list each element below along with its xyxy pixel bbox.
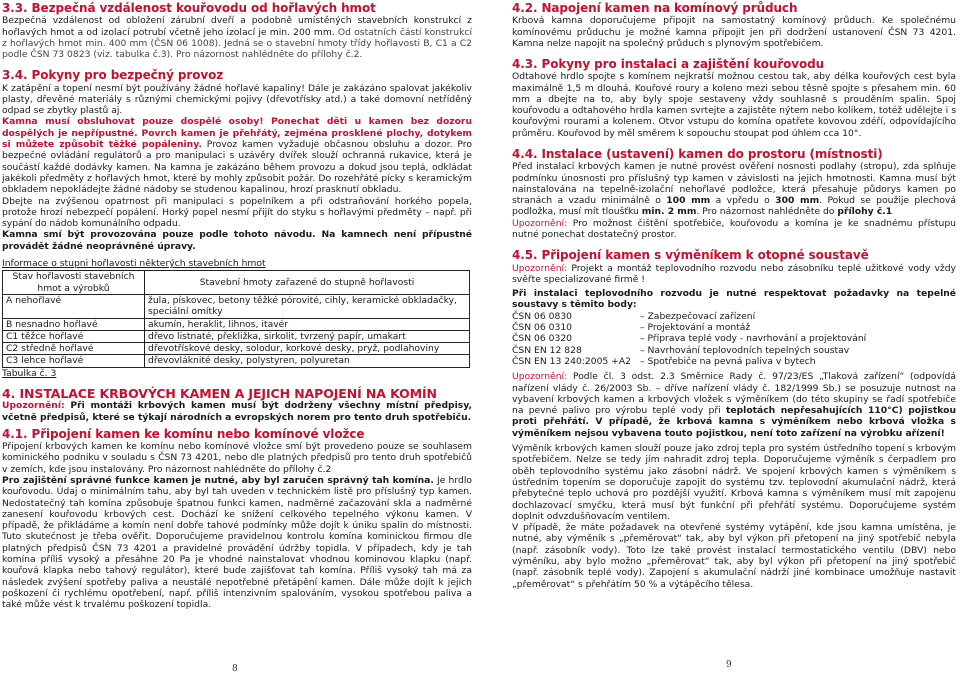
norm-code: ČSN EN 13 240:2005 +A2 (512, 355, 632, 367)
section-4-5-p4: Výměník krbových kamen slouží pouze jako zdroj tepla pro systém ústředního topení s krbovým spotřebičem. Nelze se tedy jím nahradit zdroj tepla. Doporučujeme výměník s čerpadlem pro oběh teplovodního systému jako zásobní nádrž. Ve spojení krbových kamen s výměníkem s ústředním topením se doporučuje zapojit do systému tzv. teplovodní akumulační nádrž, která přebytečné teplo uchová pro pozdější využití. Krbová kamna s výměníkem musí mít zapojenu dochlazovací smyčku, která musí být funkční při přehřátí systému. Doporučujeme systém doplnit odvzdušňovacím ventilem. (512, 443, 956, 522)
section-3-3-text-2: Od ostatních částí konstrukcí z hořlavých hmot min. 400 mm (ČSN 06 1008). Jedná se o stavební hmoty třídy hořlavosti B, C1 a C2 podle ČSN 73 0823 (viz. tabulka č.3). Pro názornost nahlédněte do přílohy č.2. (2, 26, 473, 61)
section-4-3-title: 4.3. Pokyny pro instalaci a zajištění kouřovodu (512, 57, 825, 72)
section-4-1-p1: Připojení krbových kamen ke komínu nebo komínové vložce smí být provedeno pouze se souhlasem kominického podniku v souladu s ČSN 73 4201, nebo dle platných předpisů pro tento druh spotřebičů v zemích, kde jsou instalovány. Pro názornost nahlédněte do přílohy č.2 (2, 441, 472, 475)
section-4-5-p5: V případě, že máte požadavek na otevřené systémy vytápění, kde jsou kamna umístěna, je nutné, aby výměník s „přeměrovat“ tak, aby byl výkon při přetopení na jiný spotřebič nebyla (např. zásobník vody). Toto lze také provést instalací termostatického ventilu (DBV) nebo výměníku, aby bylo možno „přeměrovat“ tak, aby byl výkon při přetopení na jiný spotřebič (např. zásobník teplé vody). Zapojení s akumulační nádrží jiné kombinace umožňuje nastavit „přeměrovat“ s přehřátím 50 % a výtápěcího tělesa. (512, 522, 956, 590)
section-3-4-operation-text: Provoz kamen vyžaduje občasnou obsluhu a dozor. Pro bezpečné ovládání regulátorů a pro manipulaci s uzávěry dvířek slouží ochranná rukavice, která je součástí každé dodávky kamen. Na kamna je zakázáno během provozu a dokud jsou teplá, odkládat jakékoli předměty z hořlavých hmot, které by mohly způsobit požár. Do rozehřáté pícky s keramickým obkladem nepokládejte žádné nádoby se studenou kapalinou, hrozí prasknutí obkladu. (2, 139, 472, 196)
table-cell-materials: dřevo listnaté, překližka, sirkolit, tvrzený papír, umakart (145, 330, 470, 342)
section-4-4-warning-label: Upozornění: (512, 217, 568, 229)
table-cell-grade: C1 těžce hořlavé (3, 330, 145, 342)
section-4-4-thickness: min. 2 mm (641, 206, 697, 218)
section-3-3-text-1: Bezpečná vzdálenost od obložení zárubní dveří a podobně umístěných stavebních konstrukcí z hořlavých hmot a od izolací potrubí včetně jeho izolací je min. 200 mm. (2, 15, 472, 38)
norm-desc: – Spotřebiče na pevná paliva v bytech (640, 355, 816, 367)
list-item (512, 345, 956, 356)
section-4-4-warning-text: Pro možnost čištění spotřebiče, kouřovodu a komína je ke snadnému přístupu nutné ponechat dostatečný prostor. (512, 217, 956, 241)
table-cell-grade: C3 lehce hořlavé (3, 355, 145, 367)
table-cell-materials: žula, pískovec, betony těžké pórovité, cihly, keramické obkladačky, speciální omítky (145, 294, 470, 318)
section-4-4-appendix-ref: přílohy č.1 (837, 206, 893, 218)
norm-code: ČSN 06 0830 (512, 310, 573, 322)
table-cell-grade: A nehořlavé (3, 294, 145, 318)
section-4-2-paragraph: Krbová kamna doporučujeme připojit na samostatný komínový průduch. Ke společnému komínovému průduchu je možné kamna připojit jen při dodržení ustanovení ČSN 73 4201. Kamna nelze napojit na společný průduch s plynovým spotřebičem. (512, 15, 956, 49)
section-4-5-directive-bold: teplotách nepřesahujících 110°C) pojistkou proti přehřátí. V případě, že krbová kamna s výměníkem nebo krbová vložka s výměníkem nejsou vybavena touto pojistkou, není toto zařízení na výrobku ařízení! (512, 405, 956, 439)
section-4-5-title: 4.5. Připojení kamen s výměníkem k otopné soustavě (512, 248, 869, 263)
section-4-4-title: 4.4. Instalace (ustavení) kamen do prostoru (místnosti) (512, 147, 883, 162)
section-4-paragraph (2, 400, 472, 423)
list-item (512, 311, 956, 322)
section-4-2-title: 4.2. Napojení kamen na komínový průduch (512, 1, 798, 15)
norm-desc: – Navrhování teplovodních tepelných soustav (640, 344, 850, 356)
section-4-5-p2: Při instalaci teplovodního rozvodu je nutné respektovat požadavky na tepelné soustavy s těmito body: (512, 288, 956, 311)
norm-code: ČSN 06 0320 (512, 333, 573, 345)
section-4-5-directive-text: Podle čl. 3 odst. 2.3 Směrnice Rady č. 97/23/ES „Tlaková zařízení“ (odpovídá nařízení vlády č. 26/2003 Sb. – dříve nařízení vlády č. 182/1999 Sb.) se posuzuje nutnost na vybavení krbových kamen a krbových vložek s výměníkem (do této skupiny se řadí spotřebiče na pevné palivo pro výrobu teplé vody při (512, 371, 956, 417)
section-4-4-text-b: a vpředu o (710, 195, 776, 207)
section-4-title: 4. INSTALACE KRBOVÝCH KAMEN A JEJICH NAPOJENÍ NA KOMÍN (2, 386, 437, 402)
table-cell-grade: B nesnadno hořlavé (3, 318, 145, 330)
section-4-1-draft-warning: Pro zajištění správné funkce kamen je nutné, aby byl zaručen správný tah komína. (2, 474, 434, 486)
flammability-table (2, 270, 470, 367)
section-4-4-front-gap: 300 mm (775, 195, 820, 207)
section-4-5-warning-label: Upozornění: (512, 262, 568, 274)
section-4-1-draft-text: Je hrdlo kouřovodu. Údaj o minimálním tahu, aby byl tah uveden v technickém listě pro příslušný typ kamen. Nedostatečný tah komína způsobuje špatnou funkci kamen, nadměrné začazování skla a nadměrné zanesení kouřovodu krbových cest. Dochází ke snížení celkového tepelného výkonu kamen. V případě, že přikládáme a komín není dobře tahové podmínky může dojít k úniku spalin do místnosti. Tuto skutečnost je třeba ověřit. Doporučujeme pravidelnou kontrolu komína kominickou firmou dle platných předpisů ČSN 73 4201 a pravidelné provádění údržby topidla. V případech, kdy je tah komína příliš vysoký a přesáhne 20 Pa je vhodné nainstalovat vhodnou kominovou klapku (např. kouřová klapka nebo tahový regulátor), které bude zajišťovat tah komína. Příliš vysoký tah má za následek zvýšení spotřeby paliva a neustálé nepotřebné přetápění kamen. Dále může dojít k jejich poškození či rychlému opotřebení, např. příliš intenzivním spalováním, vysokou spotřebou paliva a také může vést k trvalému poškození topidla. (2, 474, 472, 611)
section-3-4-warning-burns: Povrch kamen je přehřátý, zejména prosklené plochy, dotykem si můžete způsobit těžké popáleniny. (2, 127, 472, 151)
page-number-left: 8 (232, 664, 238, 674)
section-4-1-title: 4.1. Připojení kamen ke komínu nebo komínové vložce (2, 426, 365, 441)
right-page (510, 0, 960, 677)
section-4-4-text-c: . Pokud se použije plechová podložka, musí mít tloušťku (512, 195, 956, 218)
section-3-4-p1: K zatápění a topení nesmí být používány žádné hořlavé kapaliny! Dále je zakázáno spalovat jakékoliv plasty, dřevěné materiály s různými chemickými pojivy (dřevotřísky atd.) a také domovní netříděný odpad se zbytky plastů aj. (2, 82, 472, 117)
section-4-1-p2 (2, 475, 472, 611)
list-item (512, 322, 956, 333)
section-4-4-p2 (512, 218, 956, 241)
table-header-materials: Stavební hmoty zařazené do stupně hořlavosti (145, 271, 470, 295)
norm-desc: – Zabezpečovací zařízení (640, 310, 756, 322)
section-3-3-title: 3.3. Bezpečná vzdálenost kouřovodu od hořlavých hmot (2, 1, 376, 15)
norm-code: ČSN EN 12 828 (512, 344, 582, 356)
left-page (0, 0, 476, 677)
section-4-4-p1 (512, 161, 956, 217)
section-4-5-p3 (512, 371, 956, 439)
table-caption: Informace o stupni hořlavosti některých stavebních hmot (2, 258, 266, 270)
section-4-5-p1 (512, 263, 956, 286)
section-4-4-side-gap: 100 mm (666, 195, 711, 207)
norm-desc: – Příprava teplé vody - navrhování a projektování (640, 333, 867, 345)
table-row (3, 294, 470, 318)
table-cell-materials: akumín, heraklit, lihnos, itavér (145, 318, 470, 330)
table-cell-materials: dřevovláknité desky, polystyren, polyuretan (145, 355, 470, 367)
section-3-4-p4: Kamna smí být provozována pouze podle tohoto návodu. Na kamnech není přípustné provádět žádné neoprávněné úpravy. (2, 229, 472, 252)
section-4-4-text-d: . Pro názornost nahlédněte do (696, 206, 838, 218)
section-4-warning-label: Upozornění: (2, 400, 65, 412)
list-item (512, 356, 956, 367)
section-3-4-warning-children: Kamna musí obsluhovat pouze dospělé osoby! Ponechat děti u kamen bez dozoru dospělých je nepřípustné. (2, 116, 472, 139)
norm-desc: – Projektování a montáž (640, 322, 751, 334)
section-4-warning-text: Při montáži krbových kamen musí být dodrženy všechny místní předpisy, včetně předpisů, které se týkají národních a evropských norem pro tento druh spotřebiču. (2, 400, 472, 423)
table-row (3, 318, 470, 330)
section-4-4-text-a: Před instalací krbových kamen je nutné provést ověření nosnosti podlahy (stropu), zda splňuje podmínku únosnosti pro příslušný typ kamen v závislosti na jejich hmotnosti. Kamna musí být nainstalována na tepelně-izolační nehořlavé podložce, která přesahuje půdorys kamen po stranách a vzadu minimálně o (512, 161, 956, 207)
section-4-5-warning2-label: Upozornění: (512, 371, 568, 383)
section-3-4-title: 3.4. Pokyny pro bezpečný provoz (2, 68, 224, 83)
table-cell-grade: C2 středně hořlavé (3, 343, 145, 355)
section-4-5-warning-text: Projekt a montáž teplovodního rozvodu nebo zásobníku teplé užitkové vody vždy svěřte specializované firmě ! (512, 262, 956, 285)
section-4-3-paragraph: Odtahové hrdlo spojte s komínem nejkratší možnou cestou tak, aby délka kouřových cest byla maximálně 1,5 m dlouhá. Kouřové roury a koleno mezi sebou těsně spojte s přesahem min. 60 mm a dbejte na to, aby byly spoje sestaveny vždy souhlasně s prouděním spalin. Spoj kouřovodu a odtahového hrdla kamen svrtejte a zajistěte nýtem nebo kolíkem, totéž udělejte i s kouřovými rourami a kolenem. Otvor vstupu do komína opatřete kovovou zdéří, odpovídajícího průměru. Kouřovod by měl směrem k sopouchu stoupat pod úhlem cca 10°. (512, 71, 956, 139)
table-cell-materials: dřevotřískové desky, solodur, korkové desky, pryž, podlahoviny (145, 343, 470, 355)
table-row (3, 355, 470, 367)
norm-code: ČSN 06 0310 (512, 322, 573, 334)
section-3-4-p2 (2, 116, 472, 195)
table-row (3, 330, 470, 342)
list-item (512, 333, 956, 344)
norms-list (512, 311, 956, 367)
table-row (3, 343, 470, 355)
table-header-grade: Stav hořlavosti stavebních hmot a výrobků (3, 271, 145, 295)
table-header-row (3, 271, 470, 295)
page-number-right: 9 (726, 660, 732, 670)
section-3-3-paragraph (2, 15, 472, 60)
table-label: Tabulka č. 3 (2, 367, 57, 379)
section-3-4-p3: Dbejte na zvýšenou opatrnost při manipulaci s popelníkem a při odstraňování horkého popela, protože hrozí nebezpečí popálení. Horký popel nesmí přijít do styku s hořlavými předměty – např. při sypání do nádob komunálního odpadu. (2, 195, 472, 230)
